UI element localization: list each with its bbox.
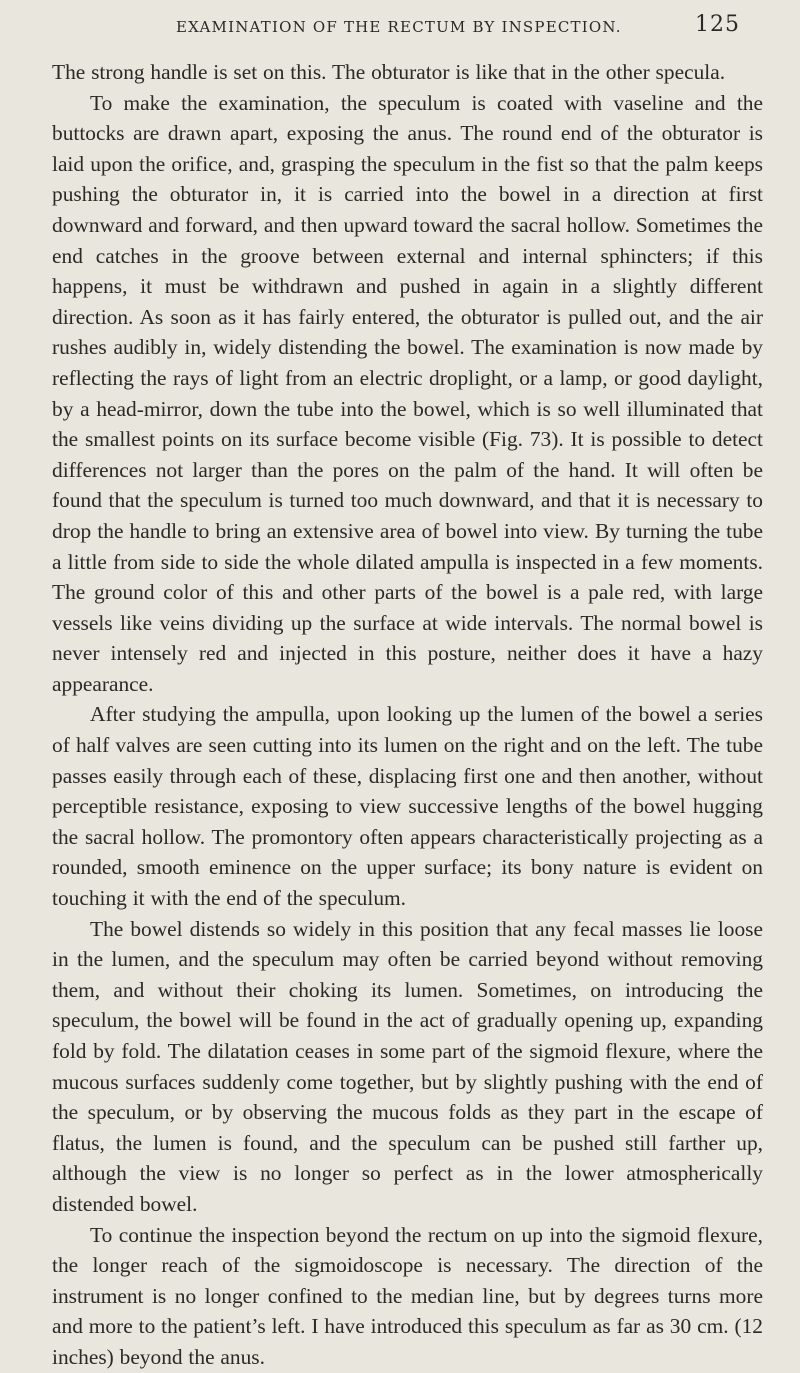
paragraph-ampulla: After studying the ampulla, upon looking up the lumen of the bowel a series of half valves are seen cutting into its lumen on the right and on the left. The tube passes easily through each of these, displacing first one and then another, without perceptible resistance, exposing to view successive lengths of the bowel hugging the sacral hollow. The promontory often appears characteristically projecting as a rounded, smooth eminence on the upper surface; its bony nature is evident on touching it with the end of the speculum. <box>52 702 763 911</box>
paragraph-sigmoid: To continue the inspection beyond the rectum on up into the sigmoid flexure, the longer reach of the sigmoidoscope is necessary. The direction of the instrument is no longer confined to the median line, but by degrees turns more and more to the patient’s left. I have introduced this speculum as far as 30 cm. (12 inches) beyond the anus. <box>52 1222 763 1369</box>
paragraph-distension: The bowel distends so widely in this position that any fecal masses lie loose in the lumen, and the speculum may often be carried beyond without removing them, and without their choking its lumen. Sometimes, on introducing the speculum, the bowel will be found in the act of gradually opening up, expanding fold by fold. The dilatation ceases in some part of the sigmoid flexure, where the mucous surfaces suddenly come together, but by slightly pushing with the end of the speculum, or by observing the mucous folds as they part in the escape of flatus, the lumen is found, and the speculum can be pushed still farther up, although the view is no longer so perfect as in the lower atmospherically distended bowel. <box>52 916 763 1216</box>
paragraph-continuation: The strong handle is set on this. The obturator is like that in the other specula. <box>52 60 726 84</box>
paragraph-examination: To make the examination, the speculum is coated with vaseline and the buttocks are drawn apart, exposing the anus. The round end of the obturator is laid upon the orifice, and, grasping the speculum in the fist so that the palm keeps pushing the obturator in, it is carried into the bowel in a direction at first downward and forward, and then upward toward the sacral hollow. Sometimes the end catches in the groove between external and internal sphincters; if this happens, it must be withdrawn and pushed in again in a slightly different direction. As soon as it has fairly entered, the obturator is pulled out, and the air rushes audibly in, widely distending the bowel. The examination is now made by reflecting the rays of light from an electric droplight, or a lamp, or good daylight, by a head-mirror, down the tube into the bowel, which is so well illuminated that the smallest points on its surface become visible (Fig. 73). It is possible to detect differences not larger than the pores on the palm of the hand. It will often be found that the speculum is turned too much downward, and that it is necessary to drop the handle to bring an extensive area of bowel into view. By turning the tube a little from side to side the whole dilated ampulla is inspected in a few moments. The ground color of this and other parts of the bowel is a pale red, with large vessels like veins dividing up the surface at wide intervals. The normal bowel is never intensely red and injected in this posture, neither does it have a hazy appearance. <box>52 90 763 696</box>
body-text <box>52 57 763 1373</box>
running-head <box>176 12 740 44</box>
page-number: 125 <box>695 12 740 37</box>
running-title: EXAMINATION OF THE RECTUM BY INSPECTION. <box>176 18 622 36</box>
